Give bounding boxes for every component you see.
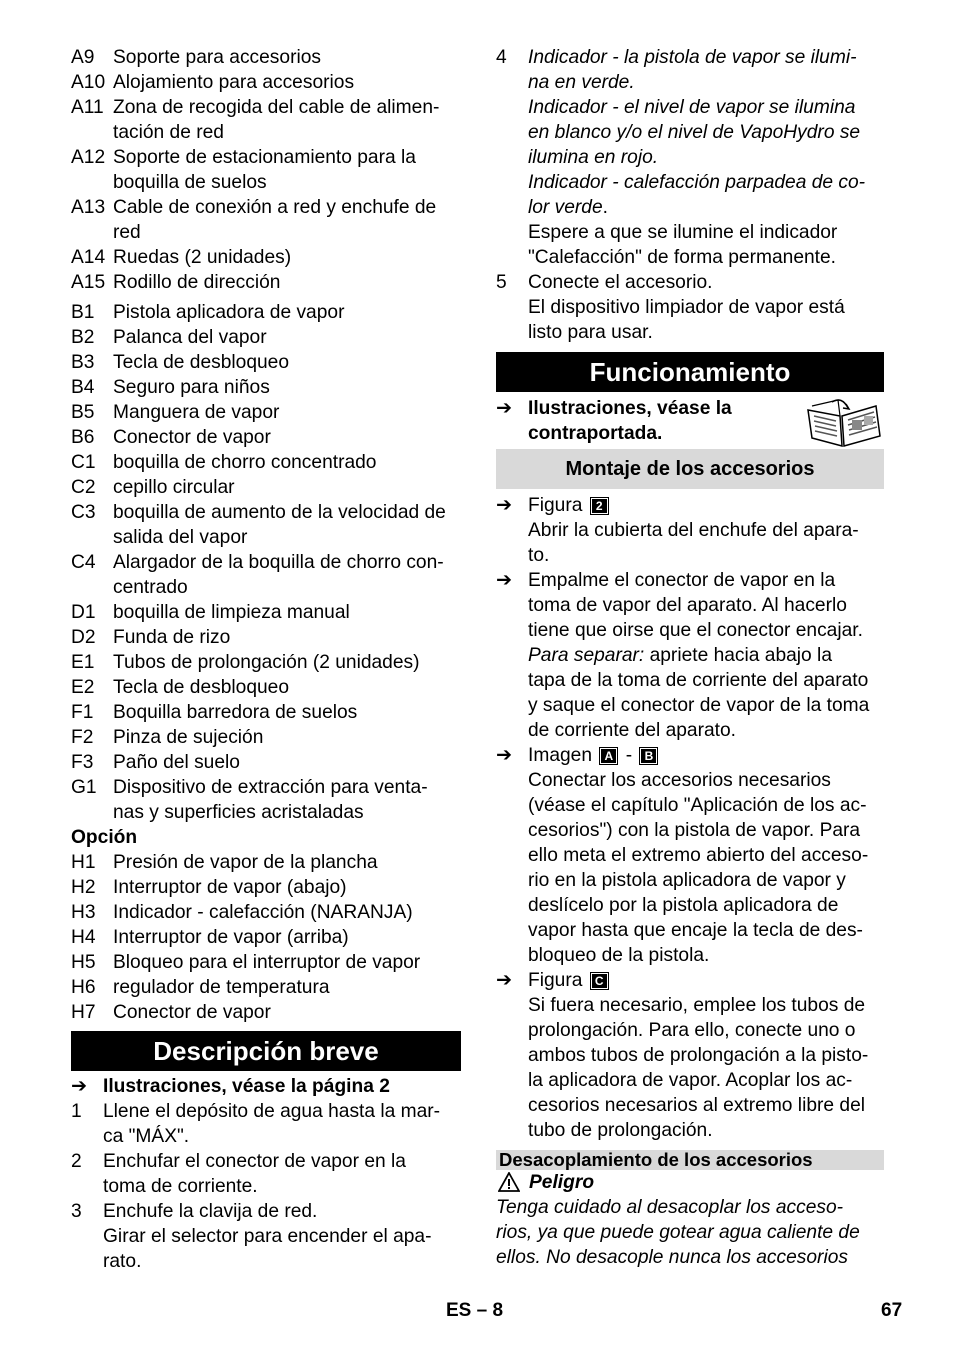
footer-page-number: 67 bbox=[881, 1300, 903, 1321]
illustrations-note-block bbox=[496, 396, 884, 446]
para-2-italic: Para separar: bbox=[528, 645, 645, 666]
steps-list bbox=[71, 1099, 461, 1274]
step-4-text: lor verde bbox=[528, 197, 603, 218]
list-item-text: Dispositivo de extracción para venta- bbox=[113, 777, 428, 798]
list-item-text: Bloqueo para el interruptor de vapor bbox=[113, 952, 421, 973]
list-item bbox=[71, 550, 461, 575]
arrow-right-icon: ➔ bbox=[496, 495, 513, 516]
figure-c-line bbox=[496, 1118, 884, 1143]
list-item bbox=[71, 300, 461, 325]
list-item bbox=[71, 350, 461, 375]
illustrations-note-text: Ilustraciones, véase la bbox=[528, 398, 732, 419]
list-item-label: A14 bbox=[71, 247, 106, 268]
list-item bbox=[71, 195, 461, 220]
list-item-label: H6 bbox=[71, 977, 96, 998]
step-item bbox=[71, 1099, 461, 1124]
danger-line-text: ellos. No desacople nunca los accesorios bbox=[496, 1247, 848, 1268]
subsection-title-desacoplamiento bbox=[496, 1150, 884, 1170]
figure-c-line bbox=[496, 993, 884, 1018]
para-2-line-text: de corriente del aparato. bbox=[528, 720, 736, 741]
step-4-line bbox=[496, 120, 884, 145]
list-item-text: Tecla de desbloqueo bbox=[113, 352, 290, 373]
image-text-line bbox=[496, 768, 884, 793]
list-item bbox=[71, 400, 461, 425]
subsection-title-text: Desacoplamiento de los accesorios bbox=[499, 1149, 813, 1170]
list-item bbox=[71, 875, 461, 900]
illustrations-note-text: Ilustraciones, véase la página 2 bbox=[103, 1076, 390, 1097]
figure-c-line-text: Si fuera necesario, emplee los tubos de bbox=[528, 995, 866, 1016]
danger-line bbox=[496, 1195, 884, 1220]
list-item bbox=[71, 775, 461, 800]
danger-label: Peligro bbox=[529, 1172, 595, 1193]
figure-2-ref bbox=[496, 493, 884, 518]
list-item-label: C1 bbox=[71, 452, 96, 473]
list-item-text: nas y superficies acristaladas bbox=[113, 802, 364, 823]
list-item-text: Paño del suelo bbox=[113, 752, 240, 773]
para-2-line bbox=[496, 693, 884, 718]
left-column bbox=[71, 45, 461, 1274]
step-item bbox=[71, 1249, 461, 1274]
image-text-line bbox=[496, 843, 884, 868]
list-item bbox=[71, 95, 461, 120]
figure-c-line-text: cesorios necesarios al extremo libre del bbox=[528, 1095, 865, 1116]
image-text-line-text: Conectar los accesorios necesarios bbox=[528, 770, 831, 791]
step-item bbox=[71, 1199, 461, 1224]
list-item-label: C3 bbox=[71, 502, 96, 523]
list-item bbox=[71, 270, 461, 295]
figure-c-line-text: tubo de prolongación. bbox=[528, 1120, 713, 1141]
list-item-label: F1 bbox=[71, 702, 94, 723]
list-item-label: H4 bbox=[71, 927, 96, 948]
step-4-line-text: na en verde. bbox=[528, 72, 635, 93]
list-item-text: Conector de vapor bbox=[113, 1002, 271, 1023]
image-text-line-text: vapor hasta que encaje la tecla de des- bbox=[528, 920, 863, 941]
list-item-text: Rodillo de dirección bbox=[113, 272, 281, 293]
para-2-text: apriete hacia abajo la bbox=[644, 645, 832, 666]
step-4-plain-line-text: "Calefacción" de forma permanente. bbox=[528, 247, 836, 268]
step-item-label: 2 bbox=[71, 1151, 82, 1172]
parts-list-h bbox=[71, 850, 461, 1025]
list-item-label: B3 bbox=[71, 352, 95, 373]
figure-badge: C bbox=[590, 972, 609, 990]
step-4-continuation bbox=[496, 70, 884, 195]
step-4-italic-last bbox=[496, 195, 884, 220]
list-item-label: A15 bbox=[71, 272, 106, 293]
list-item-text: Manguera de vapor bbox=[113, 402, 280, 423]
figure-c-line bbox=[496, 1043, 884, 1068]
list-item-label: A13 bbox=[71, 197, 106, 218]
para-2-line bbox=[496, 668, 884, 693]
step-item-text: Llene el depósito de agua hasta la mar- bbox=[103, 1101, 441, 1122]
step-4-text: Indicador - la pistola de vapor se ilumi- bbox=[528, 47, 857, 68]
step-4-plain-line bbox=[496, 245, 884, 270]
para-2-text: Empalme el conector de vapor en la bbox=[528, 570, 836, 591]
list-item-text: Pistola aplicadora de vapor bbox=[113, 302, 345, 323]
list-item-label: F3 bbox=[71, 752, 94, 773]
list-item bbox=[71, 325, 461, 350]
image-text-line bbox=[496, 818, 884, 843]
arrow-right-icon: ➔ bbox=[496, 970, 513, 991]
image-text-line bbox=[496, 918, 884, 943]
subsection-title-montaje: Montaje de los accesorios bbox=[496, 449, 884, 489]
figure-badge: 2 bbox=[590, 497, 609, 515]
list-item bbox=[71, 450, 461, 475]
list-item-label: E2 bbox=[71, 677, 95, 698]
list-item-text: boquilla de chorro concentrado bbox=[113, 452, 377, 473]
list-item bbox=[71, 950, 461, 975]
footer-page-label: ES – 8 bbox=[446, 1300, 504, 1321]
list-item bbox=[71, 170, 461, 195]
list-item-text: Soporte de estacionamiento para la bbox=[113, 147, 416, 168]
list-item bbox=[71, 425, 461, 450]
figure-2-line bbox=[496, 543, 884, 568]
list-item-text: Interruptor de vapor (abajo) bbox=[113, 877, 347, 898]
list-item-label: B2 bbox=[71, 327, 95, 348]
step-5-line bbox=[496, 295, 884, 320]
arrow-right-icon: ➔ bbox=[496, 570, 513, 591]
arrow-right-icon: ➔ bbox=[496, 398, 513, 419]
list-item bbox=[71, 650, 461, 675]
para-2-line-text: y saque el conector de vapor de la toma bbox=[528, 695, 870, 716]
open-book-icon bbox=[804, 396, 884, 448]
image-text-line bbox=[496, 793, 884, 818]
list-item bbox=[71, 45, 461, 70]
step-4-line bbox=[496, 95, 884, 120]
list-item-label: F2 bbox=[71, 727, 94, 748]
figure-c-line bbox=[496, 1018, 884, 1043]
image-text-line-text: bloqueo de la pistola. bbox=[528, 945, 710, 966]
step-item-text: ca "MÁX". bbox=[103, 1126, 190, 1147]
figure-c-ref bbox=[496, 968, 884, 993]
list-item-label: C4 bbox=[71, 552, 96, 573]
danger-heading bbox=[496, 1170, 884, 1195]
arrow-right-icon: ➔ bbox=[71, 1076, 88, 1097]
step-4-plain-line-text: Espere a que se ilumine el indicador bbox=[528, 222, 838, 243]
step-item bbox=[71, 1174, 461, 1199]
para-2-text: tiene que oirse que el conector encajar. bbox=[528, 620, 863, 641]
figure-label: Figura bbox=[528, 970, 583, 991]
step-4-line-text: en blanco y/o el nivel de VapoHydro se bbox=[528, 122, 861, 143]
list-item bbox=[71, 750, 461, 775]
image-text-line bbox=[496, 868, 884, 893]
step-item-text: toma de corriente. bbox=[103, 1176, 258, 1197]
list-item-text: Palanca del vapor bbox=[113, 327, 267, 348]
para-2-text: toma de vapor del aparato. Al hacerlo bbox=[528, 595, 847, 616]
list-item-label: H7 bbox=[71, 1002, 96, 1023]
list-item-text: Funda de rizo bbox=[113, 627, 231, 648]
image-text-line-text: (véase el capítulo "Aplicación de los ac- bbox=[528, 795, 867, 816]
list-item-text: cepillo circular bbox=[113, 477, 235, 498]
step-4-line-text: ilumina en rojo. bbox=[528, 147, 659, 168]
list-item-text: boquilla de aumento de la velocidad de bbox=[113, 502, 446, 523]
figure-c-line bbox=[496, 1093, 884, 1118]
list-item bbox=[71, 500, 461, 525]
section-title-funcionamiento: Funcionamiento bbox=[496, 352, 884, 392]
step-4-line bbox=[496, 70, 884, 95]
list-item-text: boquilla de limpieza manual bbox=[113, 602, 350, 623]
step-5-line-text: El dispositivo limpiador de vapor está bbox=[528, 297, 845, 318]
list-item-text: Boquilla barredora de suelos bbox=[113, 702, 358, 723]
para-2-line-text: tapa de la toma de corriente del aparato bbox=[528, 670, 869, 691]
list-item-label: H1 bbox=[71, 852, 96, 873]
list-item bbox=[71, 900, 461, 925]
step-4-line-text: Indicador - calefacción parpadea de co- bbox=[528, 172, 866, 193]
para-2-separar bbox=[496, 643, 884, 668]
list-item-text: tación de red bbox=[113, 122, 224, 143]
step-5-line-text: Conecte el accesorio. bbox=[528, 272, 713, 293]
right-column bbox=[496, 45, 884, 1270]
step-4-line-1 bbox=[496, 45, 884, 70]
figure-c-line-text: ambos tubos de prolongación a la pisto- bbox=[528, 1045, 869, 1066]
list-item bbox=[71, 475, 461, 500]
figure-c-line-text: la aplicadora de vapor. Acoplar los ac- bbox=[528, 1070, 853, 1091]
list-item-text: Alargador de la boquilla de chorro con- bbox=[113, 552, 444, 573]
list-item-text: Soporte para accesorios bbox=[113, 47, 321, 68]
figure-2-line-text: to. bbox=[528, 545, 550, 566]
list-item-text: centrado bbox=[113, 577, 188, 598]
para-2-rest bbox=[496, 668, 884, 743]
step-4-plain-line bbox=[496, 220, 884, 245]
section-title-descripcion-breve: Descripción breve bbox=[71, 1031, 461, 1071]
list-item bbox=[71, 925, 461, 950]
image-text-line-text: ello meta el extremo abierto del acceso- bbox=[528, 845, 869, 866]
list-item bbox=[71, 220, 461, 245]
list-item-label: D2 bbox=[71, 627, 96, 648]
list-item bbox=[71, 575, 461, 600]
list-item-label: H3 bbox=[71, 902, 96, 923]
list-item-label: E1 bbox=[71, 652, 95, 673]
step-4-plain bbox=[496, 220, 884, 270]
list-item bbox=[71, 700, 461, 725]
step-item bbox=[71, 1124, 461, 1149]
step-item-label: 1 bbox=[71, 1101, 82, 1122]
arrow-right-icon: ➔ bbox=[496, 745, 513, 766]
image-text-line bbox=[496, 893, 884, 918]
list-item-text: Ruedas (2 unidades) bbox=[113, 247, 292, 268]
list-item-label: H5 bbox=[71, 952, 96, 973]
parts-list-a bbox=[71, 45, 461, 295]
danger-text bbox=[496, 1195, 884, 1270]
list-item-label: A11 bbox=[71, 97, 104, 118]
image-text-line-text: deslícelo por la pistola aplicadora de bbox=[528, 895, 839, 916]
list-item bbox=[71, 725, 461, 750]
list-item bbox=[71, 800, 461, 825]
figure-2-line-text: Abrir la cubierta del enchufe del apara- bbox=[528, 520, 859, 541]
list-item bbox=[71, 600, 461, 625]
list-item-label: B5 bbox=[71, 402, 95, 423]
image-text-line-text: rio en la pistola aplicadora de vapor y bbox=[528, 870, 846, 891]
figure-c-text bbox=[496, 993, 884, 1143]
list-item bbox=[71, 70, 461, 95]
image-text-line bbox=[496, 943, 884, 968]
para-2-line bbox=[496, 718, 884, 743]
figure-c-line-text: prolongación. Para ello, conecte uno o bbox=[528, 1020, 856, 1041]
list-item bbox=[71, 525, 461, 550]
list-item-label: B1 bbox=[71, 302, 95, 323]
list-item-label: H2 bbox=[71, 877, 96, 898]
danger-line-text: Tenga cuidado al desacoplar los acceso- bbox=[496, 1197, 844, 1218]
step-item-label: 3 bbox=[71, 1201, 82, 1222]
image-text-line-text: cesorios") con la pistola de vapor. Para bbox=[528, 820, 861, 841]
list-item bbox=[71, 675, 461, 700]
step-item-text: Enchufe la clavija de red. bbox=[103, 1201, 318, 1222]
list-item-text: Interruptor de vapor (arriba) bbox=[113, 927, 349, 948]
list-item-text: boquilla de suelos bbox=[113, 172, 267, 193]
list-item bbox=[71, 1000, 461, 1025]
figure-label: Figura bbox=[528, 495, 583, 516]
list-item-text: regulador de temperatura bbox=[113, 977, 330, 998]
list-item bbox=[71, 145, 461, 170]
warning-triangle-icon bbox=[498, 1172, 520, 1192]
illustrations-note bbox=[71, 1074, 461, 1099]
list-item-text: Indicador - calefacción (NARANJA) bbox=[113, 902, 413, 923]
step-5-line-text: listo para usar. bbox=[528, 322, 653, 343]
list-item-label: B4 bbox=[71, 377, 95, 398]
step-5 bbox=[496, 270, 884, 345]
step-item-text: Enchufar el conector de vapor en la bbox=[103, 1151, 406, 1172]
image-badge-b: B bbox=[639, 747, 658, 765]
list-item-label: A12 bbox=[71, 147, 106, 168]
list-item-label: A10 bbox=[71, 72, 106, 93]
image-badge-a: A bbox=[599, 747, 618, 765]
list-item-label: A9 bbox=[71, 47, 95, 68]
step-item-text: rato. bbox=[103, 1251, 142, 1272]
list-item-text: Alojamiento para accesorios bbox=[113, 72, 355, 93]
list-item-label: B6 bbox=[71, 427, 95, 448]
danger-line-text: rios, ya que puede gotear agua caliente de bbox=[496, 1222, 860, 1243]
list-item-text: Tubos de prolongación (2 unidades) bbox=[113, 652, 420, 673]
list-item-text: Pinza de sujeción bbox=[113, 727, 264, 748]
image-ref bbox=[496, 743, 884, 768]
list-item bbox=[71, 975, 461, 1000]
list-item-text: Presión de vapor de la plancha bbox=[113, 852, 378, 873]
figure-2-line bbox=[496, 518, 884, 543]
step-4-line bbox=[496, 145, 884, 170]
image-dash: - bbox=[625, 745, 633, 766]
step-4-line-text: Indicador - el nivel de vapor se ilumina bbox=[528, 97, 856, 118]
list-item bbox=[71, 245, 461, 270]
para-2-line-1 bbox=[496, 568, 884, 593]
step-number: 4 bbox=[496, 47, 507, 68]
step-5-line bbox=[496, 320, 884, 345]
image-text bbox=[496, 768, 884, 968]
step-item bbox=[71, 1149, 461, 1174]
illustrations-note-text: contraportada. bbox=[528, 423, 663, 444]
list-item-text: Conector de vapor bbox=[113, 427, 271, 448]
step-item-text: Girar el selector para encender el apa- bbox=[103, 1226, 432, 1247]
list-item-text: Zona de recogida del cable de alimen- bbox=[113, 97, 440, 118]
list-item-text: Tecla de desbloqueo bbox=[113, 677, 290, 698]
step-4-period: . bbox=[602, 197, 608, 218]
list-item-text: red bbox=[113, 222, 141, 243]
list-item-text: Seguro para niños bbox=[113, 377, 270, 398]
figure-2-text bbox=[496, 518, 884, 568]
list-item bbox=[71, 850, 461, 875]
step-4-line bbox=[496, 170, 884, 195]
step-5-line bbox=[496, 270, 884, 295]
step-item bbox=[71, 1224, 461, 1249]
danger-line bbox=[496, 1245, 884, 1270]
list-item-label: D1 bbox=[71, 602, 96, 623]
list-item-text: Cable de conexión a red y enchufe de bbox=[113, 197, 437, 218]
list-item-label: G1 bbox=[71, 777, 97, 798]
list-item bbox=[71, 120, 461, 145]
list-item-label: C2 bbox=[71, 477, 96, 498]
danger-line bbox=[496, 1220, 884, 1245]
option-heading: Opción bbox=[71, 827, 138, 848]
step-5-line-label: 5 bbox=[496, 272, 507, 293]
list-item bbox=[71, 375, 461, 400]
list-item bbox=[71, 625, 461, 650]
figure-c-line bbox=[496, 1068, 884, 1093]
image-label: Imagen bbox=[528, 745, 592, 766]
list-item-text: salida del vapor bbox=[113, 527, 248, 548]
parts-list-b bbox=[71, 300, 461, 825]
